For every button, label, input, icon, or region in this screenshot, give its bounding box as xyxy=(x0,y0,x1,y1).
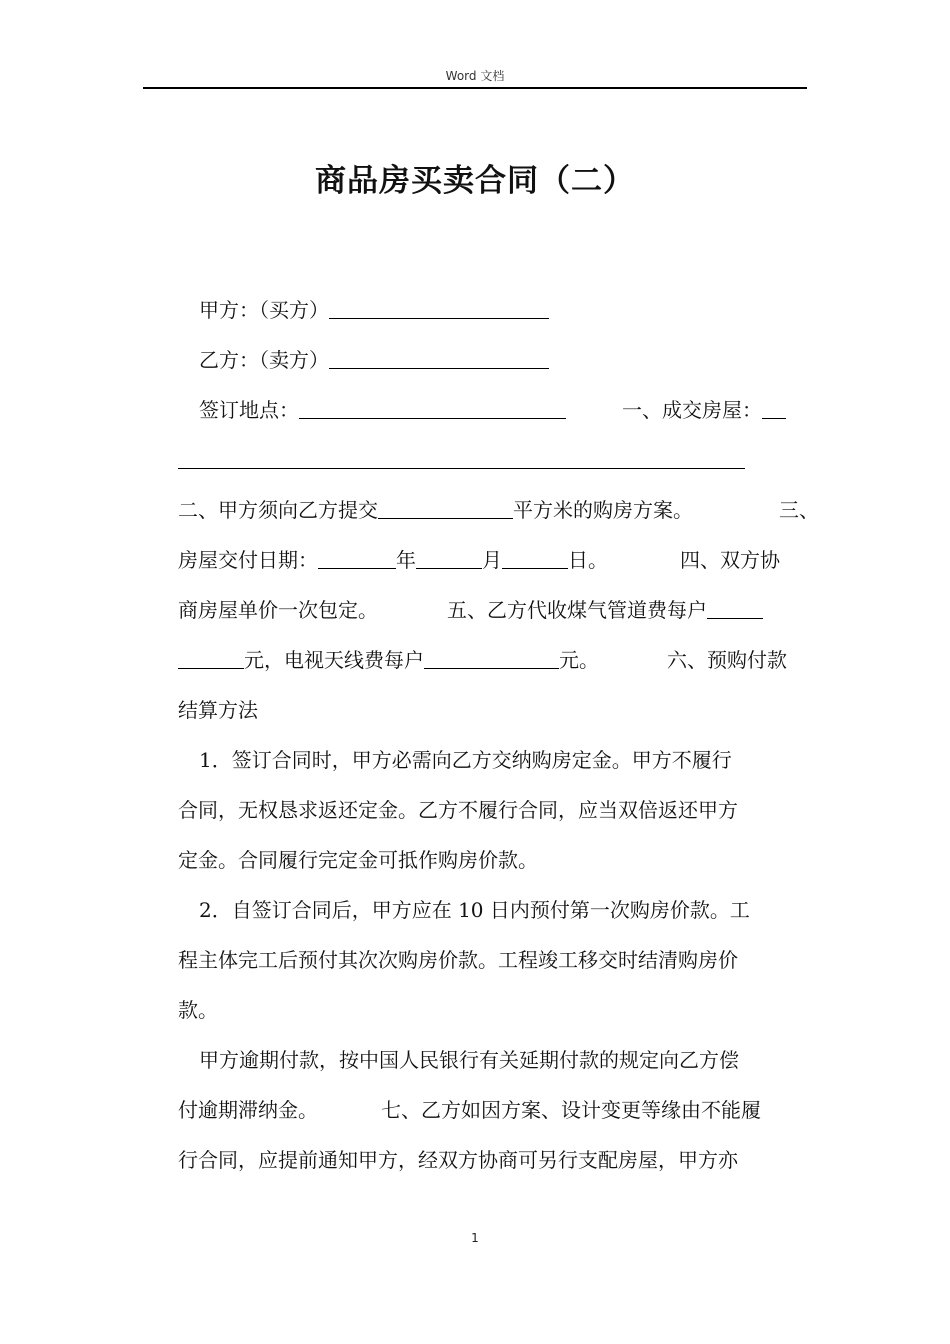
body-line xyxy=(178,495,693,525)
seller-label: 乙方：（卖方） xyxy=(199,348,329,372)
section1-line xyxy=(622,395,786,425)
buyer-label: 甲方：（买方） xyxy=(199,298,329,322)
month-label: 月 xyxy=(482,548,502,572)
body-line: 行合同，应提前通知甲方，经双方协商可另行支配房屋，甲方亦 xyxy=(178,1148,738,1172)
page-number: 1 xyxy=(471,1231,479,1245)
body-line: 结算方法 xyxy=(178,698,258,722)
body-line xyxy=(447,595,763,625)
clause-6-text: 六、预购付款 xyxy=(667,648,787,672)
body-line: 七、乙方如因方案、设计变更等缘由不能履 xyxy=(381,1098,761,1122)
body-line xyxy=(178,645,599,675)
body-line: 定金。合同履行完定金可抵作购房价款。 xyxy=(178,848,538,872)
clause-5-text: 五、乙方代收煤气管道费每户 xyxy=(447,598,707,622)
month-blank xyxy=(416,548,482,569)
document-title: 商品房买卖合同（二） xyxy=(315,163,635,199)
year-label: 年 xyxy=(396,548,416,572)
body-line: 2．自签订合同后，甲方应在 10 日内预付第一次购房价款。工 xyxy=(199,898,750,922)
header-rule xyxy=(143,87,807,89)
area-blank xyxy=(378,498,513,519)
clause-4-text: 四、双方协 xyxy=(680,548,780,572)
tv-fee-unit: 元。 xyxy=(559,648,599,672)
day-blank xyxy=(502,548,568,569)
body-line xyxy=(178,545,608,575)
place-label: 签订地点： xyxy=(199,398,299,422)
clause-2-tail: 平方米的购房方案。 xyxy=(513,498,693,522)
section1-blank-a xyxy=(762,398,786,419)
clause-2-text: 二、甲方须向乙方提交 xyxy=(178,498,378,522)
gas-fee-blank-b xyxy=(178,648,244,669)
clause-3-number: 三、 xyxy=(779,498,819,522)
place-blank xyxy=(299,398,566,419)
year-blank xyxy=(318,548,396,569)
buyer-blank xyxy=(329,298,549,319)
tv-fee-blank xyxy=(424,648,559,669)
tv-fee-label: 元，电视天线费每户 xyxy=(244,648,424,672)
section1-continuation xyxy=(178,445,745,475)
body-line: 甲方逾期付款，按中国人民银行有关延期付款的规定向乙方偿 xyxy=(199,1048,739,1072)
seller-line xyxy=(199,345,549,375)
body-line: 款。 xyxy=(178,998,218,1022)
body-line: 合同，无权恳求返还定金。乙方不履行合同，应当双倍返还甲方 xyxy=(178,798,738,822)
section1-blank-b xyxy=(178,448,745,469)
body-line: 1．签订合同时，甲方必需向乙方交纳购房定金。甲方不履行 xyxy=(199,748,732,772)
body-line: 付逾期滞纳金。 xyxy=(178,1098,318,1122)
body-line: 商房屋单价一次包定。 xyxy=(178,598,378,622)
day-label: 日。 xyxy=(568,548,608,572)
seller-blank xyxy=(329,348,549,369)
section1-label: 一、成交房屋： xyxy=(622,398,762,422)
buyer-line xyxy=(199,295,549,325)
page-header-text: Word 文档 xyxy=(445,69,505,83)
gas-fee-blank-a xyxy=(707,598,763,619)
body-line: 程主体完工后预付其次次购房价款。工程竣工移交时结清购房价 xyxy=(178,948,738,972)
place-line xyxy=(199,395,566,425)
delivery-date-label: 房屋交付日期： xyxy=(178,548,318,572)
